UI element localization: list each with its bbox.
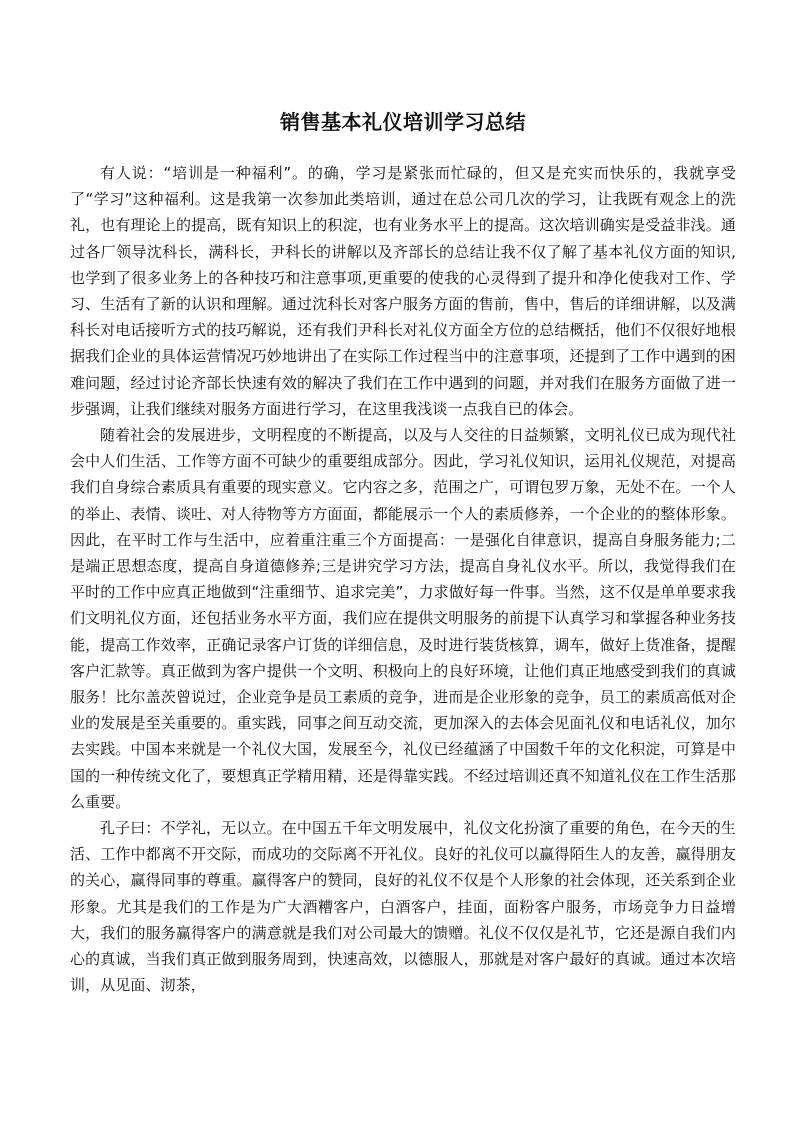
paragraph-1: 有人说：“培训是一种福利”。的确，学习是紧张而忙碌的，但又是充实而快乐的，我就享受了“学习”这种福利。这是我第一次参加此类培训，通过在总公司几次的学习，让我既有观念上的洗礼，也有理论上的提高，既有知识上的积淀，也有业务水平上的提高。这次培训确实是受益非浅。通过各厂领导沈科长，满科长，尹科长的讲解以及齐部长的总结让我不仅了解了基本礼仪方面的知识,也学到了很多业务上的各种技巧和注意事项,更重要的使我的心灵得到了提升和净化使我对工作、学习、生活有了新的认识和理解。通过沈科长对客户服务方面的售前，售中，售后的详细讲解，以及满科长对电话接听方式的技巧解说，还有我们尹科长对礼仪方面全方位的总结概括，他们不仅很好地根据我们企业的具体运营情况巧妙地讲出了在实际工作过程当中的注意事项，还提到了工作中遇到的困难问题，经过讨论齐部长快速有效的解决了我们在工作中遇到的问题，并对我们在服务方面做了进一步强调，让我们继续对服务方面进行学习，在这里我浅谈一点我自已的体会。 [70,164,736,418]
paragraph-2: 随着社会的发展进步，文明程度的不断提高，以及与人交往的日益频繁，文明礼仪已成为现代社会中人们生活、工作等方面不可缺少的重要组成部分。因此，学习礼仪知识，运用礼仪规范，对提高我们自身综合素质具有重要的现实意义。它内容之多，范围之广，可谓包罗万象，无处不在。一个人的举止、表情、谈吐、对人待物等方方面面，都能展示一个人的素质修养，一个企业的的整体形象。因此，在平时工作与生活中，应着重注重三个方面提高：一是强化自律意识，提高自身服务能力;二是端正思想态度，提高自身道德修养;三是讲究学习方法，提高自身礼仪水平。所以，我觉得我们在平时的工作中应真正地做到“注重细节、追求完美”，力求做好每一件事。当然，这不仅是单单要求我们文明礼仪方面，还包括业务水平方面，我们应在提供文明服务的前提下认真学习和掌握各种业务技能，提高工作效率，正确记录客户订货的详细信息，及时进行装货核算，调车，做好上货准备，提醒客户汇款等。真正做到为客户提供一个文明、积极向上的良好环境，让他们真正地感受到我们的真诚服务！比尔盖茨曾说过，企业竞争是员工素质的竞争，进而是企业形象的竞争，员工的素质高低对企业的发展是至关重要的。重实践，同事之间互动交流，更加深入的去体会见面礼仪和电话礼仪，加尔去实践。中国本来就是一个礼仪大国，发展至今，礼仪已经蕴涵了中国数千年的文化积淀，可算是中国的一种传统文化了，要想真正学精用精，还是得靠实践。不经过培训还真不知道礼仪在工作生活那么重要。 [70,426,736,811]
document-body [70,160,736,999]
paragraph-3: 孔子曰：不学礼，无以立。在中国五千年文明发展中，礼仪文化扮演了重要的角色，在今天的生活、工作中都离不开交际，而成功的交际离不开礼仪。良好的礼仪可以赢得陌生人的友善，赢得朋友的关心，赢得同事的尊重。赢得客户的赞同，良好的礼仪不仅是个人形象的社会体现，还关系到企业形象。尤其是我们的工作是为广大酒糟客户，白酒客户，挂面，面粉客户服务，市场竞争力日益增大，我们的服务赢得客户的满意就是我们对公司最大的馈赠。礼仪不仅仅是礼节，它还是源自我们内心的真诚，当我们真正做到服务周到，快速高效，以德服人，那就是对客户最好的真诚。通过本次培训，从见面、沏茶， [70,819,736,995]
document-title: 销售基本礼仪培训学习总结 [280,110,526,134]
